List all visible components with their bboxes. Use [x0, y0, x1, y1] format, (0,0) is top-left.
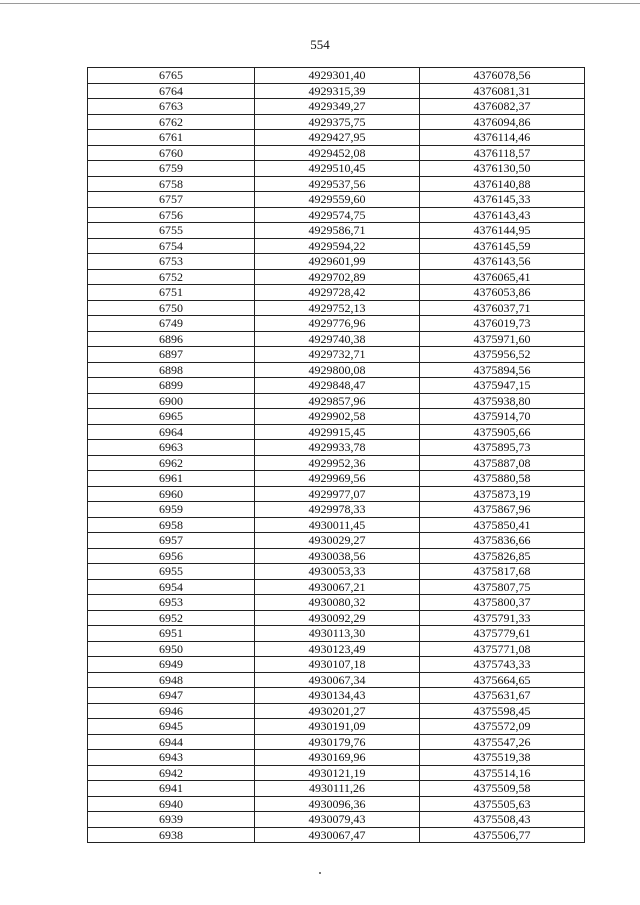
y-coordinate-cell: 4375506,77: [420, 827, 585, 843]
table-row: [88, 781, 585, 797]
y-coordinate-cell: 4376130,50: [420, 161, 585, 177]
y-coordinate-cell: 4375938,80: [420, 393, 585, 409]
table-row: [88, 734, 585, 750]
y-coordinate-cell: 4375947,15: [420, 378, 585, 394]
y-coordinate-cell: 4375895,73: [420, 440, 585, 456]
table-row: [88, 502, 585, 518]
point-number-cell: 6938: [88, 827, 255, 843]
y-coordinate-cell: 4375519,38: [420, 750, 585, 766]
x-coordinate-cell: 4929594,22: [255, 238, 420, 254]
y-coordinate-cell: 4375800,37: [420, 595, 585, 611]
point-number-cell: 6898: [88, 362, 255, 378]
table-row: [88, 316, 585, 332]
point-number-cell: 6758: [88, 176, 255, 192]
y-coordinate-cell: 4375598,45: [420, 703, 585, 719]
x-coordinate-cell: 4930011,45: [255, 517, 420, 533]
point-number-cell: 6940: [88, 796, 255, 812]
x-coordinate-cell: 4929915,45: [255, 424, 420, 440]
table-row: [88, 533, 585, 549]
y-coordinate-cell: 4375572,09: [420, 719, 585, 735]
x-coordinate-cell: 4930080,32: [255, 595, 420, 611]
table-row: [88, 269, 585, 285]
point-number-cell: 6944: [88, 734, 255, 750]
point-number-cell: 6949: [88, 657, 255, 673]
point-number-cell: 6755: [88, 223, 255, 239]
point-number-cell: 6962: [88, 455, 255, 471]
table-row: [88, 827, 585, 843]
table-row: [88, 145, 585, 161]
table-row: [88, 657, 585, 673]
y-coordinate-cell: 4375505,63: [420, 796, 585, 812]
y-coordinate-cell: 4376037,71: [420, 300, 585, 316]
table-row: [88, 548, 585, 564]
x-coordinate-cell: 4930113,30: [255, 626, 420, 642]
point-number-cell: 6900: [88, 393, 255, 409]
y-coordinate-cell: 4375743,33: [420, 657, 585, 673]
table-row: [88, 83, 585, 99]
x-coordinate-cell: 4930038,56: [255, 548, 420, 564]
x-coordinate-cell: 4929752,13: [255, 300, 420, 316]
point-number-cell: 6951: [88, 626, 255, 642]
table-row: [88, 207, 585, 223]
x-coordinate-cell: 4930107,18: [255, 657, 420, 673]
y-coordinate-cell: 4376144,95: [420, 223, 585, 239]
table-row: [88, 114, 585, 130]
x-coordinate-cell: 4930179,76: [255, 734, 420, 750]
y-coordinate-cell: 4376143,43: [420, 207, 585, 223]
x-coordinate-cell: 4930121,19: [255, 765, 420, 781]
x-coordinate-cell: 4930029,27: [255, 533, 420, 549]
x-coordinate-cell: 4930201,27: [255, 703, 420, 719]
point-number-cell: 6955: [88, 564, 255, 580]
x-coordinate-cell: 4930067,47: [255, 827, 420, 843]
y-coordinate-cell: 4376118,57: [420, 145, 585, 161]
y-coordinate-cell: 4375880,58: [420, 471, 585, 487]
point-number-cell: 6764: [88, 83, 255, 99]
y-coordinate-cell: 4375905,66: [420, 424, 585, 440]
table-row: [88, 424, 585, 440]
x-coordinate-cell: 4930092,29: [255, 610, 420, 626]
y-coordinate-cell: 4376145,33: [420, 192, 585, 208]
point-number-cell: 6941: [88, 781, 255, 797]
y-coordinate-cell: 4375508,43: [420, 812, 585, 828]
x-coordinate-cell: 4929740,38: [255, 331, 420, 347]
x-coordinate-cell: 4929857,96: [255, 393, 420, 409]
point-number-cell: 6965: [88, 409, 255, 425]
page-number: 554: [310, 37, 330, 52]
x-coordinate-cell: 4929969,56: [255, 471, 420, 487]
point-number-cell: 6963: [88, 440, 255, 456]
table-row: [88, 378, 585, 394]
y-coordinate-cell: 4375914,70: [420, 409, 585, 425]
y-coordinate-cell: 4375887,08: [420, 455, 585, 471]
point-number-cell: 6752: [88, 269, 255, 285]
x-coordinate-cell: 4930053,33: [255, 564, 420, 580]
table-row: [88, 455, 585, 471]
table-row: [88, 672, 585, 688]
point-number-cell: 6945: [88, 719, 255, 735]
x-coordinate-cell: 4929375,75: [255, 114, 420, 130]
x-coordinate-cell: 4929952,36: [255, 455, 420, 471]
x-coordinate-cell: 4929349,27: [255, 99, 420, 115]
y-coordinate-cell: 4376065,41: [420, 269, 585, 285]
table-row: [88, 161, 585, 177]
y-coordinate-cell: 4375779,61: [420, 626, 585, 642]
table-row: [88, 331, 585, 347]
x-coordinate-cell: 4929301,40: [255, 68, 420, 84]
point-number-cell: 6896: [88, 331, 255, 347]
y-coordinate-cell: 4376143,56: [420, 254, 585, 270]
point-number-cell: 6953: [88, 595, 255, 611]
x-coordinate-cell: 4929559,60: [255, 192, 420, 208]
y-coordinate-cell: 4375836,66: [420, 533, 585, 549]
y-coordinate-cell: 4375771,08: [420, 641, 585, 657]
y-coordinate-cell: 4375791,33: [420, 610, 585, 626]
y-coordinate-cell: 4376053,86: [420, 285, 585, 301]
x-coordinate-cell: 4929586,71: [255, 223, 420, 239]
y-coordinate-cell: 4375826,85: [420, 548, 585, 564]
y-coordinate-cell: 4375873,19: [420, 486, 585, 502]
x-coordinate-cell: 4930169,96: [255, 750, 420, 766]
footer-mark: [319, 872, 321, 874]
point-number-cell: 6948: [88, 672, 255, 688]
table-row: [88, 688, 585, 704]
x-coordinate-cell: 4929427,95: [255, 130, 420, 146]
table-row: [88, 300, 585, 316]
table-row: [88, 99, 585, 115]
table-row: [88, 192, 585, 208]
table-row: [88, 564, 585, 580]
y-coordinate-cell: 4375817,68: [420, 564, 585, 580]
x-coordinate-cell: 4930067,34: [255, 672, 420, 688]
y-coordinate-cell: 4375850,41: [420, 517, 585, 533]
x-coordinate-cell: 4929977,07: [255, 486, 420, 502]
x-coordinate-cell: 4930123,49: [255, 641, 420, 657]
table-row: [88, 68, 585, 84]
x-coordinate-cell: 4929702,89: [255, 269, 420, 285]
y-coordinate-cell: 4376114,46: [420, 130, 585, 146]
x-coordinate-cell: 4929601,99: [255, 254, 420, 270]
x-coordinate-cell: 4930079,43: [255, 812, 420, 828]
x-coordinate-cell: 4929800,08: [255, 362, 420, 378]
x-coordinate-cell: 4929728,42: [255, 285, 420, 301]
point-number-cell: 6947: [88, 688, 255, 704]
y-coordinate-cell: 4375867,96: [420, 502, 585, 518]
table-row: [88, 517, 585, 533]
x-coordinate-cell: 4929510,45: [255, 161, 420, 177]
x-coordinate-cell: 4929315,39: [255, 83, 420, 99]
point-number-cell: 6899: [88, 378, 255, 394]
y-coordinate-cell: 4376019,73: [420, 316, 585, 332]
y-coordinate-cell: 4375631,67: [420, 688, 585, 704]
table-row: [88, 765, 585, 781]
y-coordinate-cell: 4375807,75: [420, 579, 585, 595]
table-row: [88, 176, 585, 192]
point-number-cell: 6759: [88, 161, 255, 177]
x-coordinate-cell: 4929848,47: [255, 378, 420, 394]
x-coordinate-cell: 4929776,96: [255, 316, 420, 332]
coordinates-table: [87, 67, 585, 843]
point-number-cell: 6956: [88, 548, 255, 564]
table-row: [88, 579, 585, 595]
table-row: [88, 719, 585, 735]
point-number-cell: 6763: [88, 99, 255, 115]
point-number-cell: 6946: [88, 703, 255, 719]
point-number-cell: 6964: [88, 424, 255, 440]
y-coordinate-cell: 4375971,60: [420, 331, 585, 347]
y-coordinate-cell: 4375894,56: [420, 362, 585, 378]
x-coordinate-cell: 4929902,58: [255, 409, 420, 425]
table-row: [88, 393, 585, 409]
table-row: [88, 130, 585, 146]
point-number-cell: 6950: [88, 641, 255, 657]
x-coordinate-cell: 4929933,78: [255, 440, 420, 456]
y-coordinate-cell: 4376081,31: [420, 83, 585, 99]
point-number-cell: 6957: [88, 533, 255, 549]
point-number-cell: 6959: [88, 502, 255, 518]
point-number-cell: 6756: [88, 207, 255, 223]
y-coordinate-cell: 4375509,58: [420, 781, 585, 797]
point-number-cell: 6762: [88, 114, 255, 130]
point-number-cell: 6757: [88, 192, 255, 208]
table-row: [88, 440, 585, 456]
y-coordinate-cell: 4375664,65: [420, 672, 585, 688]
table-row: [88, 610, 585, 626]
point-number-cell: 6954: [88, 579, 255, 595]
point-number-cell: 6750: [88, 300, 255, 316]
point-number-cell: 6749: [88, 316, 255, 332]
y-coordinate-cell: 4376145,59: [420, 238, 585, 254]
table-row: [88, 703, 585, 719]
point-number-cell: 6943: [88, 750, 255, 766]
point-number-cell: 6939: [88, 812, 255, 828]
x-coordinate-cell: 4930096,36: [255, 796, 420, 812]
point-number-cell: 6942: [88, 765, 255, 781]
point-number-cell: 6765: [88, 68, 255, 84]
x-coordinate-cell: 4930134,43: [255, 688, 420, 704]
point-number-cell: 6760: [88, 145, 255, 161]
x-coordinate-cell: 4929978,33: [255, 502, 420, 518]
table-row: [88, 254, 585, 270]
x-coordinate-cell: 4930111,26: [255, 781, 420, 797]
point-number-cell: 6754: [88, 238, 255, 254]
table-row: [88, 750, 585, 766]
table-row: [88, 471, 585, 487]
y-coordinate-cell: 4375514,16: [420, 765, 585, 781]
table-row: [88, 486, 585, 502]
table-row: [88, 223, 585, 239]
point-number-cell: 6761: [88, 130, 255, 146]
y-coordinate-cell: 4375547,26: [420, 734, 585, 750]
x-coordinate-cell: 4929732,71: [255, 347, 420, 363]
x-coordinate-cell: 4930067,21: [255, 579, 420, 595]
table-row: [88, 238, 585, 254]
point-number-cell: 6753: [88, 254, 255, 270]
x-coordinate-cell: 4929574,75: [255, 207, 420, 223]
top-border-line: [0, 3, 640, 4]
table-row: [88, 409, 585, 425]
table-row: [88, 362, 585, 378]
y-coordinate-cell: 4376140,88: [420, 176, 585, 192]
y-coordinate-cell: 4376094,86: [420, 114, 585, 130]
x-coordinate-cell: 4930191,09: [255, 719, 420, 735]
point-number-cell: 6952: [88, 610, 255, 626]
table-row: [88, 796, 585, 812]
point-number-cell: 6958: [88, 517, 255, 533]
table-row: [88, 626, 585, 642]
y-coordinate-cell: 4376078,56: [420, 68, 585, 84]
table-row: [88, 595, 585, 611]
table-row: [88, 347, 585, 363]
table-row: [88, 641, 585, 657]
x-coordinate-cell: 4929452,08: [255, 145, 420, 161]
table-row: [88, 812, 585, 828]
coordinates-table-body: [88, 68, 585, 843]
y-coordinate-cell: 4376082,37: [420, 99, 585, 115]
point-number-cell: 6897: [88, 347, 255, 363]
x-coordinate-cell: 4929537,56: [255, 176, 420, 192]
point-number-cell: 6751: [88, 285, 255, 301]
point-number-cell: 6961: [88, 471, 255, 487]
table-row: [88, 285, 585, 301]
point-number-cell: 6960: [88, 486, 255, 502]
y-coordinate-cell: 4375956,52: [420, 347, 585, 363]
